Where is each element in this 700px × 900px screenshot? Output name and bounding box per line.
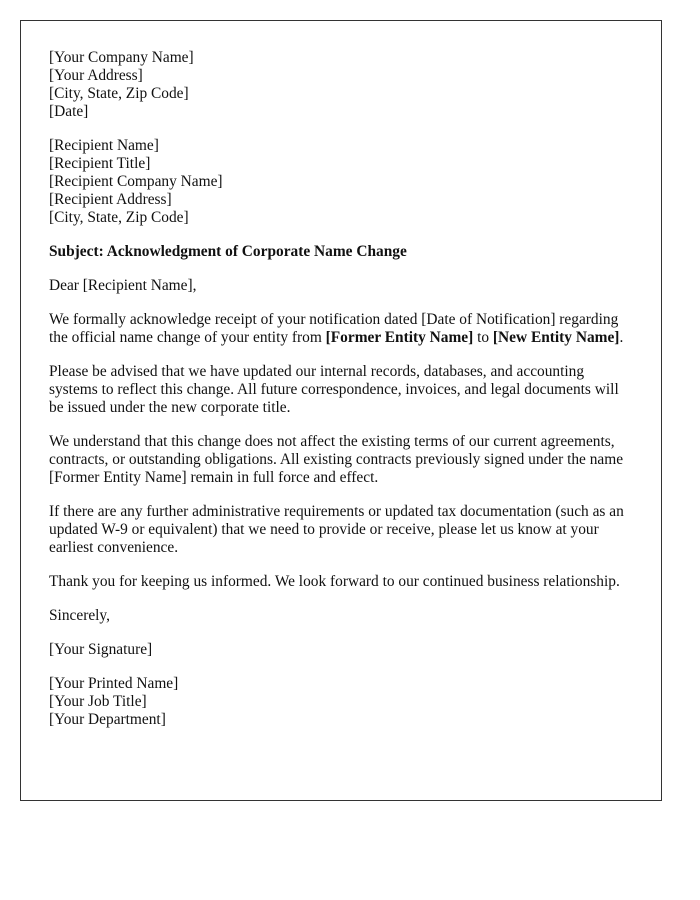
paragraph-terms-unaffected: We understand that this change does not affect the existing terms of our current agreements, contracts, or outstanding obligations. All existing contracts previously signed under the name [Former Entity Name] remain in full force and effect. <box>49 433 624 486</box>
recipient-block <box>49 137 633 227</box>
recipient-title: [Recipient Title] <box>49 155 151 172</box>
letter-document <box>20 20 662 801</box>
p1-middle: to <box>473 329 493 346</box>
sender-address: [Your Address] <box>49 67 143 84</box>
p1-before: We formally acknowledge receipt of your notification dated [Date of Notification] regarding the official name change of your entity from <box>49 311 619 346</box>
paragraph-thank-you: Thank you for keeping us informed. We look forward to our continued business relationship. <box>49 573 620 590</box>
sender-company: [Your Company Name] <box>49 49 194 66</box>
signer-department: [Your Department] <box>49 711 166 728</box>
sender-city-state-zip: [City, State, Zip Code] <box>49 85 189 102</box>
p1-after: . <box>619 329 624 346</box>
recipient-company: [Recipient Company Name] <box>49 173 223 190</box>
signature: [Your Signature] <box>49 641 153 658</box>
signer-block <box>49 675 633 729</box>
paragraph-acknowledgment <box>49 311 633 347</box>
subject-line: Subject: Acknowledgment of Corporate Name Change <box>49 243 407 260</box>
recipient-name: [Recipient Name] <box>49 137 159 154</box>
new-entity-name: [New Entity Name] <box>492 329 620 346</box>
closing: Sincerely, <box>49 607 110 624</box>
paragraph-records-updated: Please be advised that we have updated our internal records, databases, and accounting systems to reflect this change. All future correspondence, invoices, and legal documents will be issued under the new corporate title. <box>49 363 619 416</box>
sender-block <box>49 49 633 121</box>
former-entity-name: [Former Entity Name] <box>325 329 474 346</box>
signer-printed-name: [Your Printed Name] <box>49 675 179 692</box>
paragraph-further-requirements: If there are any further administrative requirements or updated tax documentation (such as an updated W-9 or equivalent) that we need to provide or receive, please let us know at your earliest convenience. <box>49 503 624 556</box>
recipient-address: [Recipient Address] <box>49 191 172 208</box>
signer-job-title: [Your Job Title] <box>49 693 147 710</box>
salutation: Dear [Recipient Name], <box>49 277 197 294</box>
recipient-city-state-zip: [City, State, Zip Code] <box>49 209 189 226</box>
letter-date: [Date] <box>49 103 89 120</box>
